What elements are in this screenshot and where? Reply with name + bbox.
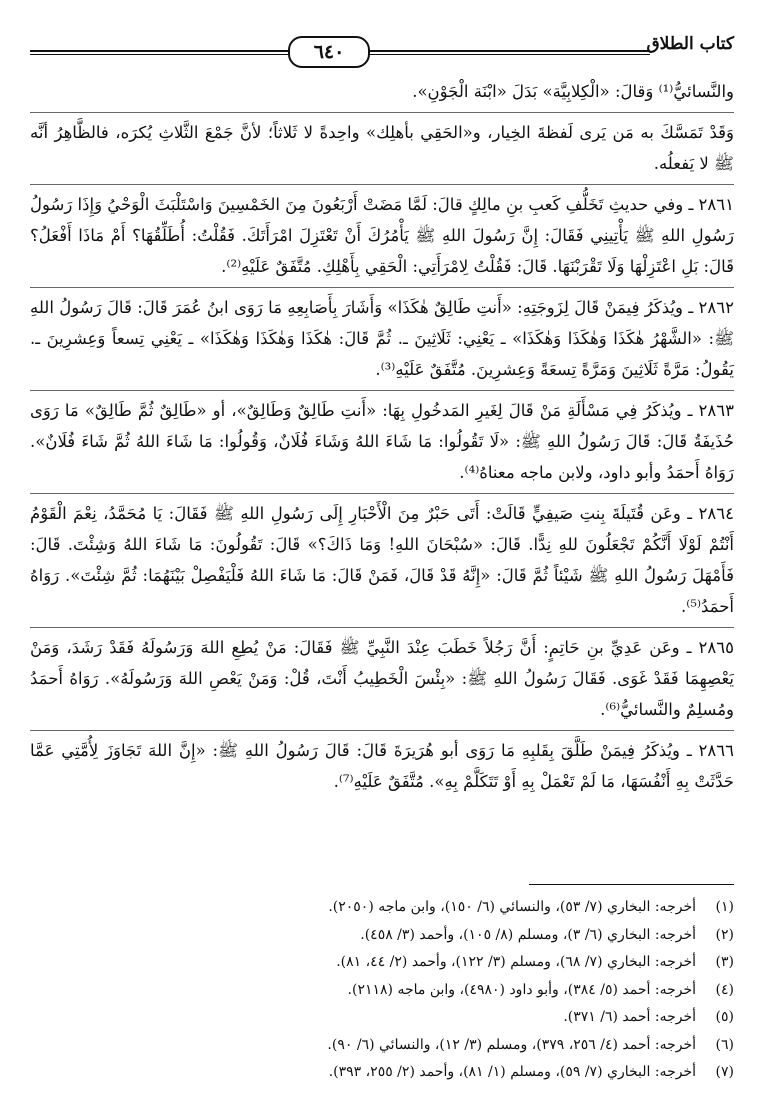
main-text [30, 76, 734, 802]
footnote-number: (٦) [715, 1036, 734, 1053]
footnote-item [30, 977, 734, 1005]
footnote-item [30, 922, 734, 950]
footnote-item [30, 1059, 734, 1087]
footnote-text: أخرجه: أحمد (٥/ ٣٨٤)، وأبو داود (٤٩٨٠)، وابن ماجه (٢١١٨). [347, 981, 696, 998]
hadith-2862: ٢٨٦٢ ـ ويُذكَرُ فِيمَنْ قَالَ لِزَوجَتِهِ: «أَنتِ طَالِقٌ هٰكَذَا» وَأَشَارَ بِأَصَابِعِهِ مَا رَوَى ابنُ عُمَرَ قَالَ: قَالَ رَسُولُ اللهِ ﷺ: «الشَّهْرُ هٰكَذَا وَهٰكَذَا وَهٰكَذَا» ـ يَعْنِي: ثَلَاثِينَ ـ. ثُمَّ قَالَ: هٰكَذَا وَهٰكَذَا وَهٰكَذَا» ـ يَعْنِي تِسعاً وَعِشرِينَ ـ. يَقُولُ: مَرَّةً ثَلَاثِينَ وَمَرَّةً تِسعَةً وَعِشرِينَ. مُتَّفَقٌ عَلَيْهِ⁽³⁾. [30, 287, 734, 385]
footnote-number: (٧) [715, 1064, 734, 1080]
hadith-2863: ٢٨٦٣ ـ ويُذكَرُ فِي مَسْأَلَةِ مَنْ قَالَ لِغَيرِ المَدخُولِ بِهَا: «أَنتِ طَالِقٌ وَطَالِقٌ»، أو «طَالِقٌ ثُمَّ طَالِقٌ» مَا رَوَى حُذَيفَةُ قَالَ: قَالَ رَسُولُ اللهِ ﷺ: «لَا تَقُولُوا: مَا شَاءَ اللهُ وَشَاءَ فُلَانٌ، وَقُولُوا: مَا شَاءَ اللهُ ثُمَّ شَاءَ فُلَانٌ». رَوَاهُ أَحمَدُ وأبو داود، ولابن ماجه معناهُ⁽⁴⁾. [30, 390, 734, 488]
hadith-2864: ٢٨٦٤ ـ وعَن قُتَيلَةَ بِنتِ صَيفِيٍّ قَالَتْ: أَتَى حَبْرٌ مِنَ الْأَحْبَارِ إِلَى رَسُولِ اللهِ ﷺ فَقَالَ: يَا مُحَمَّدُ، نِعْمَ الْقَوْمُ أَنْتُمْ لَوْلَا أَنَّكُمْ تَجْعَلُونَ للهِ نِدًّا. قَالَ: «سُبْحَانَ اللهِ! وَمَا ذَاكَ؟» قَالَ: تَقُولُونَ: مَا شَاءَ اللهُ وَشِئْتَ. قَالَ: فَأَمْهَلَ رَسُولُ اللهِ ﷺ شَيْئاً ثُمَّ قَالَ: «إِنَّهُ قَدْ قَالَ، فَمَنْ قَالَ: مَا شَاءَ اللهُ فَلْيَفْصِلْ بَيْنَهُمَا: ثُمَّ شِئْتَ». رَوَاهُ أَحمَدُ⁽⁵⁾. [30, 493, 734, 622]
footnote-item [30, 1032, 734, 1060]
footnote-text: أخرجه: البخاري (٧/ ٥٣)، والنسائي (٦/ ١٥٠)، وابن ماجه (٢٠٥٠). [328, 899, 696, 915]
footnote-item [30, 894, 734, 922]
header-rule-left-thin [30, 54, 288, 55]
hadith-2865: ٢٨٦٥ ـ وعَن عَدِيِّ بنِ حَاتِمٍ: أَنَّ رَجُلاً خَطَبَ عِنْدَ النَّبِيِّ ﷺ فَقَالَ: مَنْ يُطِعِ اللهَ وَرَسُولَهُ فَقَدْ رَشَدَ، وَمَنْ يَعْصِهِمَا فَقَدْ غَوَى. فَقَالَ رَسُولُ اللهِ ﷺ: «بِئْسَ الْخَطِيبُ أَنْتَ، قُلْ: وَمَنْ يَعْصِ اللهَ وَرَسُولَهُ». رَوَاهُ أَحمَدُ ومُسلِمٌ والنَّسائيُّ⁽⁶⁾. [30, 627, 734, 725]
footnote-list [30, 884, 734, 1087]
header-rule-right-thin [368, 54, 650, 55]
page-number: ٦٤٠ [288, 36, 370, 68]
header-rule-right [368, 50, 650, 52]
footnote-number: (٤) [715, 981, 734, 998]
footnote-separator [529, 884, 734, 885]
hadith-2866: ٢٨٦٦ ـ ويُذكَرُ فِيمَنْ طَلَّقَ بِقَلبِهِ مَا رَوَى أبو هُرَيرَةَ قَالَ: قَالَ رَسُولُ اللهِ ﷺ: «إِنَّ اللهَ تَجَاوَزَ لِأُمَّتِي عَمَّا حَدَّثَتْ بِهِ أَنْفُسَهَا، مَا لَمْ تَعْمَلْ بِهِ أَوْ تَتَكَلَّمْ بِهِ». مُتَّفَقٌ عَلَيْهِ⁽⁷⁾. [30, 730, 734, 797]
footnote-number: (٥) [715, 1009, 734, 1025]
footnote-number: (٢) [715, 926, 734, 943]
book-title: كتاب الطلاق [646, 34, 734, 54]
header-rule-left [30, 50, 288, 52]
paragraph-note: وَقَدْ تَمَسَّكَ به مَن يَرى لَفظةَ الخِيار، و«الحَقِي بأهلِك» واحِدةً لا ثَلاثاً؛ لأنَّ جَمْعَ الثَّلاثِ يُكرَه، فالظَّاهِرُ أنَّه ﷺ لا يَفعلُه. [30, 112, 734, 179]
footnote-text: أخرجه: البخاري (٧/ ٥٩)، ومسلم (١/ ٨١)، وأحمد (٢/ ٢٥٥، ٣٩٣). [328, 1064, 696, 1080]
footnote-text: أخرجه: البخاري (٦/ ٣)، ومسلم (٨/ ١٠٥)، وأحمد (٣/ ٤٥٨). [360, 926, 696, 943]
footnote-text: أخرجه: أحمد (٦/ ٣٧١). [563, 1009, 696, 1025]
footnotes [30, 884, 734, 1087]
hadith-2861: ٢٨٦١ ـ وفي حديثِ تَخَلُّفِ كَعبِ بنِ مالِكٍ قالَ: لَمَّا مَضَتْ أَرْبَعُونَ مِنَ الخَمْسِينَ وَاسْتَلْبَثَ الْوَحْيُ وَإِذَا رَسُولُ رَسُولِ اللهِ ﷺ يَأْتِينِي فَقَالَ: إِنَّ رَسُولَ اللهِ ﷺ يَأْمُرُكَ أَنْ تَعْتَزِلَ امْرَأَتَكَ. فَقُلْتُ: أُطَلِّقُهَا؟ أَمْ مَاذَا أَفْعَلُ؟ قَالَ: بَلِ اعْتَزِلْهَا وَلَا تَقْرَبْنَهَا. قَالَ: فَقُلْتُ لِامْرَأَتِي: الْحَقِي بِأَهْلِكِ. مُتَّفَقٌ عَلَيْهِ⁽²⁾. [30, 184, 734, 282]
page-header [30, 32, 734, 72]
footnote-number: (١) [715, 899, 734, 915]
footnote-item [30, 949, 734, 977]
paragraph-intro: والنَّسائيُّ⁽¹⁾ وَقالَ: «الْكِلابِيَّة» بَدَلَ «ابْنَة الْجَوْنِ». [412, 82, 734, 101]
footnote-text: أخرجه: أحمد (٤/ ٢٥٦، ٣٧٩)، ومسلم (٣/ ١٢)، والنسائي (٦/ ٩٠). [327, 1036, 696, 1053]
footnote-text: أخرجه: البخاري (٧/ ٦٨)، ومسلم (٣/ ١٢٢)، وأحمد (٢/ ٤٤، ٨١). [336, 954, 696, 970]
footnote-number: (٣) [715, 954, 734, 970]
footnote-item [30, 1004, 734, 1032]
